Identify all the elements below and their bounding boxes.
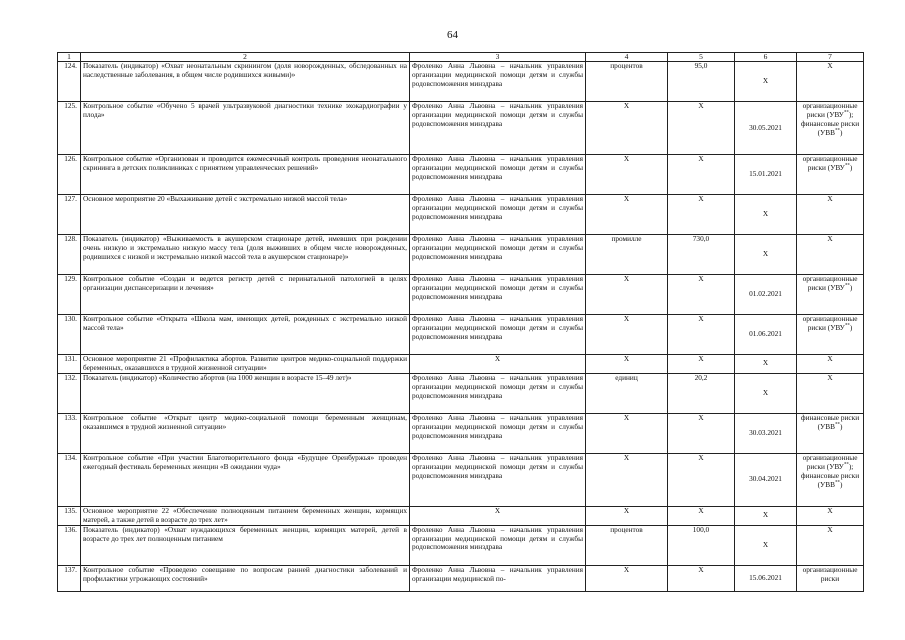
item-name-cell: Основное мероприятие 22 «Обеспечение полноценным питанием беременных женщин, кормящих матерей, а также детей в возрасте до трех лет»: [81, 506, 410, 525]
responsible-cell: Фроленко Анна Львовна – начальник управления организации медицинской помощи детям и службы родовспоможения минздрава: [410, 195, 586, 235]
table-row: [58, 453, 864, 506]
unit-cell: процентов: [586, 62, 668, 102]
table-row: [58, 413, 864, 453]
header-cell: 5: [668, 53, 735, 62]
date-cell: X: [735, 235, 797, 275]
responsible-cell: Фроленко Анна Львовна – начальник управления организации медицинской помощи детям и службы родовспоможения минздрава: [410, 155, 586, 195]
table-row: [58, 355, 864, 374]
value-cell: X: [668, 195, 735, 235]
table-row: [58, 155, 864, 195]
value-cell: X: [668, 506, 735, 525]
risk-cell: X: [797, 525, 864, 565]
value-cell: X: [668, 275, 735, 315]
unit-cell: промилле: [586, 235, 668, 275]
unit-cell: единиц: [586, 373, 668, 413]
unit-cell: X: [586, 565, 668, 591]
item-name-cell: Контрольное событие «Создан и ведется регистр детей с перинатальной патологией в целях организации диспансеризации и лечения»: [81, 275, 410, 315]
program-table: [57, 52, 864, 592]
responsible-cell: Фроленко Анна Львовна – начальник управления организации медицинской по-: [410, 565, 586, 591]
footnote-marker: **: [834, 422, 840, 428]
value-cell: X: [668, 315, 735, 355]
item-name-cell: Показатель (индикатор) «Выживаемость в акушерском стационаре детей, имевших при рождении очень низкую и экстремально низкую массу тела (доля выживших в общем числе новорожденных, родившихся с низкой и экстремально низкой массой тела в акушерском стационаре)»: [81, 235, 410, 275]
risk-cell: X: [797, 373, 864, 413]
responsible-cell: Фроленко Анна Львовна – начальник управления организации медицинской помощи детям и службы родовспоможения минздрава: [410, 453, 586, 506]
row-number-cell: 134.: [58, 453, 81, 506]
unit-cell: X: [586, 275, 668, 315]
item-name-cell: Показатель (индикатор) «Охват нуждающихся беременных женщин, кормящих матерей, детей в возрасте до трех лет полноценным питанием: [81, 525, 410, 565]
table-row: [58, 235, 864, 275]
table-row: [58, 506, 864, 525]
responsible-cell: Фроленко Анна Львовна – начальник управления организации медицинской помощи детям и службы родовспоможения минздрава: [410, 413, 586, 453]
table-row: [58, 62, 864, 102]
date-cell: 30.03.2021: [735, 413, 797, 453]
row-number-cell: 124.: [58, 62, 81, 102]
responsible-cell: X: [410, 506, 586, 525]
header-cell: 2: [81, 53, 410, 62]
date-cell: 01.02.2021: [735, 275, 797, 315]
table-row: [58, 102, 864, 155]
table-row: [58, 525, 864, 565]
date-cell: 15.01.2021: [735, 155, 797, 195]
value-cell: X: [668, 155, 735, 195]
row-number-cell: 132.: [58, 373, 81, 413]
value-cell: 100,0: [668, 525, 735, 565]
row-number-cell: 135.: [58, 506, 81, 525]
responsible-cell: Фроленко Анна Львовна – начальник управления организации медицинской помощи детям и службы родовспоможения минздрава: [410, 275, 586, 315]
responsible-cell: Фроленко Анна Львовна – начальник управления организации медицинской помощи детям и службы родовспоможения минздрава: [410, 102, 586, 155]
value-cell: X: [668, 102, 735, 155]
unit-cell: X: [586, 453, 668, 506]
value-cell: 730,0: [668, 235, 735, 275]
footnote-marker: **: [834, 480, 840, 486]
row-number-cell: 131.: [58, 355, 81, 374]
unit-cell: X: [586, 355, 668, 374]
table-row: [58, 275, 864, 315]
risk-cell: X: [797, 235, 864, 275]
footnote-marker: **: [844, 323, 850, 329]
row-number-cell: 127.: [58, 195, 81, 235]
risk-cell: финансовые риски (УВВ**): [797, 413, 864, 453]
table-row: [58, 373, 864, 413]
row-number-cell: 128.: [58, 235, 81, 275]
responsible-cell: Фроленко Анна Львовна – начальник управления организации медицинской помощи детям и службы родовспоможения минздрава: [410, 62, 586, 102]
risk-cell: X: [797, 195, 864, 235]
unit-cell: X: [586, 102, 668, 155]
unit-cell: X: [586, 413, 668, 453]
date-cell: X: [735, 62, 797, 102]
date-cell: 30.04.2021: [735, 453, 797, 506]
responsible-cell: Фроленко Анна Львовна – начальник управления организации медицинской помощи детям и службы родовспоможения минздрава: [410, 235, 586, 275]
footnote-marker: **: [843, 462, 849, 468]
responsible-cell: Фроленко Анна Львовна – начальник управления организации медицинской помощи детям и службы родовспоможения минздрава: [410, 315, 586, 355]
risk-cell: X: [797, 506, 864, 525]
risk-cell: организационные риски (УВУ**); финансовые риски (УВВ**): [797, 453, 864, 506]
date-cell: 15.06.2021: [735, 565, 797, 591]
row-number-cell: 133.: [58, 413, 81, 453]
footnote-marker: **: [834, 128, 840, 134]
row-number-cell: 126.: [58, 155, 81, 195]
value-cell: X: [668, 565, 735, 591]
item-name-cell: Контрольное событие «Обучено 5 врачей ультразвуковой диагностики технике эхокардиографии у плода»: [81, 102, 410, 155]
risk-cell: организационные риски (УВУ**): [797, 275, 864, 315]
row-number-cell: 137.: [58, 565, 81, 591]
date-cell: X: [735, 195, 797, 235]
unit-cell: X: [586, 155, 668, 195]
footnote-marker: **: [844, 283, 850, 289]
header-cell: 7: [797, 53, 864, 62]
item-name-cell: Контрольное событие «Организован и проводится ежемесячный контроль проведения неонатального скрининга в детских поликлиниках с принятием управленческих решений»: [81, 155, 410, 195]
item-name-cell: Контрольное событие «Открыта «Школа мам, имеющих детей, рожденных с экстремально низкой массой тела»: [81, 315, 410, 355]
header-cell: 4: [586, 53, 668, 62]
value-cell: 95,0: [668, 62, 735, 102]
row-number-cell: 130.: [58, 315, 81, 355]
item-name-cell: Контрольное событие «При участии Благотворительного фонда «Будущее Оренбуржья» проведен ежегодный фестиваль беременных женщин «В ожидании чуда»: [81, 453, 410, 506]
risk-cell: организационные риски (УВУ**); финансовые риски (УВВ**): [797, 102, 864, 155]
row-number-cell: 136.: [58, 525, 81, 565]
item-name-cell: Показатель (индикатор) «Количество абортов (на 1000 женщин в возрасте 15–49 лет)»: [81, 373, 410, 413]
date-cell: X: [735, 355, 797, 374]
header-cell: 3: [410, 53, 586, 62]
unit-cell: X: [586, 195, 668, 235]
date-cell: 30.05.2021: [735, 102, 797, 155]
table-row: [58, 315, 864, 355]
date-cell: 01.06.2021: [735, 315, 797, 355]
footnote-marker: **: [844, 163, 850, 169]
header-cell: 6: [735, 53, 797, 62]
value-cell: X: [668, 413, 735, 453]
risk-cell: организационные риски (УВУ**): [797, 315, 864, 355]
risk-cell: X: [797, 355, 864, 374]
page-number: 64: [447, 29, 458, 41]
row-number-cell: 129.: [58, 275, 81, 315]
value-cell: 20,2: [668, 373, 735, 413]
unit-cell: процентов: [586, 525, 668, 565]
item-name-cell: Контрольное событие «Проведено совещание по вопросам ранней диагностики заболеваний и профилактики угрожающих состояний»: [81, 565, 410, 591]
risk-cell: X: [797, 62, 864, 102]
risk-cell: организационные риски: [797, 565, 864, 591]
header-row: [58, 53, 864, 62]
header-cell: 1: [58, 53, 81, 62]
table-row: [58, 195, 864, 235]
date-cell: X: [735, 506, 797, 525]
item-name-cell: Основное мероприятие 21 «Профилактика абортов. Развитие центров медико-социальной поддержки беременных, оказавшихся в трудной жизненной ситуации»: [81, 355, 410, 374]
value-cell: X: [668, 453, 735, 506]
row-number-cell: 125.: [58, 102, 81, 155]
risk-cell: организационные риски (УВУ**): [797, 155, 864, 195]
responsible-cell: X: [410, 355, 586, 374]
responsible-cell: Фроленко Анна Львовна – начальник управления организации медицинской помощи детям и службы родовспоможения минздрава: [410, 373, 586, 413]
date-cell: X: [735, 525, 797, 565]
footnote-marker: **: [843, 110, 849, 116]
responsible-cell: Фроленко Анна Львовна – начальник управления организации медицинской помощи детям и службы родовспоможения минздрава: [410, 525, 586, 565]
item-name-cell: Показатель (индикатор) «Охват неонатальным скринингом (доля новорожденных, обследованных на наследственные заболевания, в общем числе родившихся живыми)»: [81, 62, 410, 102]
unit-cell: X: [586, 315, 668, 355]
item-name-cell: Основное мероприятие 20 «Выхаживание детей с экстремально низкой массой тела»: [81, 195, 410, 235]
date-cell: X: [735, 373, 797, 413]
item-name-cell: Контрольное событие «Открыт центр медико-социальной помощи беременным женщинам, оказавшимся в трудной жизненной ситуации»: [81, 413, 410, 453]
value-cell: X: [668, 355, 735, 374]
table-row: [58, 565, 864, 591]
table-body: [58, 53, 864, 592]
unit-cell: X: [586, 506, 668, 525]
